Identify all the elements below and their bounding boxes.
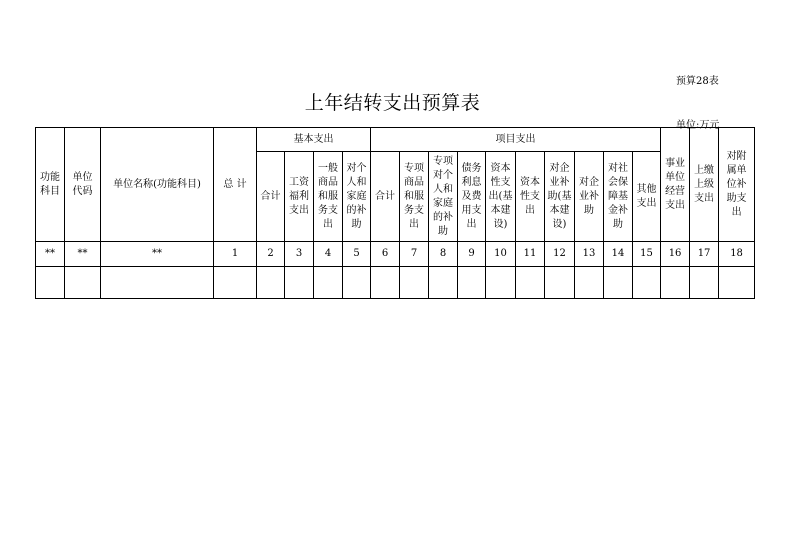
form-number: 预算28表 (676, 76, 719, 87)
index-cell: 6 (371, 242, 400, 267)
index-cell: 18 (719, 242, 755, 267)
index-cell: 15 (633, 242, 661, 267)
page-title: 上年结转支出预算表 (304, 92, 481, 114)
index-cell: 3 (285, 242, 314, 267)
header-business-expenditure: 事业单位经营支出 (661, 128, 690, 242)
index-cell: 4 (314, 242, 343, 267)
index-cell: 13 (575, 242, 604, 267)
index-row (36, 242, 755, 267)
header-func-subject: 功能科目 (36, 128, 65, 242)
header-project-other: 其他支出 (633, 152, 661, 242)
header-upper-payment: 上缴上级支出 (690, 128, 719, 242)
data-cell (604, 267, 633, 299)
data-cell (314, 267, 343, 299)
header-basic-expenditure: 基本支出 (257, 128, 371, 152)
index-cell: ** (101, 242, 214, 267)
data-cell (690, 267, 719, 299)
data-row (36, 267, 755, 299)
index-cell: 5 (343, 242, 371, 267)
data-cell (575, 267, 604, 299)
index-cell: ** (65, 242, 101, 267)
index-cell: 1 (214, 242, 257, 267)
header-project-goods-services: 专项商品和服务支出 (400, 152, 429, 242)
data-cell (719, 267, 755, 299)
header-project-enterprise-construction: 对企业补助(基本建设) (545, 152, 575, 242)
data-cell (101, 267, 214, 299)
data-cell (661, 267, 690, 299)
header-project-social-security: 对社会保障基金补助 (604, 152, 633, 242)
data-cell (65, 267, 101, 299)
header-subsidiary-subsidy: 对附属单位补助支出 (719, 128, 755, 242)
unit-label: 单位:万元 (676, 120, 720, 131)
data-cell (516, 267, 545, 299)
data-cell (458, 267, 486, 299)
header-unit-code: 单位代码 (65, 128, 101, 242)
header-basic-wages: 工资福利支出 (285, 152, 314, 242)
data-cell (214, 267, 257, 299)
index-cell: 12 (545, 242, 575, 267)
header-basic-subtotal: 合计 (257, 152, 285, 242)
header-unit-name: 单位名称(功能科目) (101, 128, 214, 242)
header-project-subtotal: 合计 (371, 152, 400, 242)
header-project-capital-construction: 资本性支出(基本建设) (486, 152, 516, 242)
data-cell (257, 267, 285, 299)
data-cell (486, 267, 516, 299)
data-cell (429, 267, 458, 299)
index-cell: 11 (516, 242, 545, 267)
header-project-personal-subsidy: 专项对个人和家庭的补助 (429, 152, 458, 242)
data-cell (633, 267, 661, 299)
budget-table (35, 127, 755, 299)
index-cell: 16 (661, 242, 690, 267)
index-cell: 14 (604, 242, 633, 267)
header-project-capital: 资本性支出 (516, 152, 545, 242)
header-basic-goods-services: 一般商品和服务支出 (314, 152, 343, 242)
index-cell: 17 (690, 242, 719, 267)
data-cell (36, 267, 65, 299)
data-cell (285, 267, 314, 299)
data-cell (545, 267, 575, 299)
header-project-enterprise-subsidy: 对企业补助 (575, 152, 604, 242)
header-project-expenditure: 项目支出 (371, 128, 661, 152)
data-cell (343, 267, 371, 299)
index-cell: 9 (458, 242, 486, 267)
index-cell: 7 (400, 242, 429, 267)
header-basic-personal-subsidy: 对个人和家庭的补助 (343, 152, 371, 242)
data-cell (371, 267, 400, 299)
index-cell: ** (36, 242, 65, 267)
index-cell: 2 (257, 242, 285, 267)
data-cell (400, 267, 429, 299)
index-cell: 10 (486, 242, 516, 267)
header-project-debt-interest: 债务利息及费用支出 (458, 152, 486, 242)
header-total: 总 计 (214, 128, 257, 242)
index-cell: 8 (429, 242, 458, 267)
